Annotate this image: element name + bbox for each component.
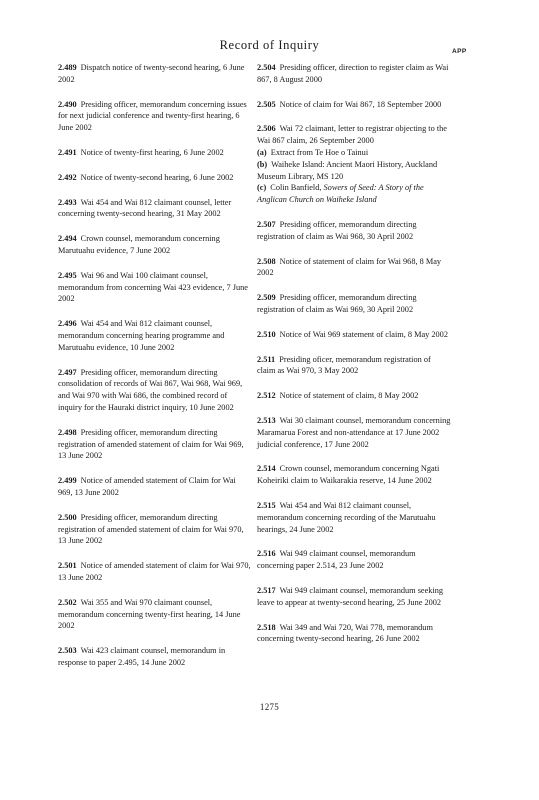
record-entry xyxy=(257,329,451,341)
left-column xyxy=(58,62,252,669)
entry-number: 2.515 xyxy=(257,500,276,510)
entry-number: 2.514 xyxy=(257,464,276,474)
record-entry xyxy=(257,99,451,111)
entry-text: Presiding officer, memorandum directing registration of amended statement of claim for Wai 970, 13 June 2002 xyxy=(58,512,244,546)
record-entry xyxy=(58,560,252,584)
record-entry xyxy=(257,622,451,646)
record-entry xyxy=(58,475,252,499)
entry-text: Wai 423 claimant counsel, memorandum in response to paper 2.495, 14 June 2002 xyxy=(58,646,226,667)
sub-item-text: Colin Banfield, xyxy=(270,183,324,193)
entry-number: 2.489 xyxy=(58,63,77,72)
sub-item-label: (a) xyxy=(257,147,267,157)
entry-number: 2.507 xyxy=(257,219,276,229)
record-entry xyxy=(58,62,252,86)
entry-text: Notice of twenty-second hearing, 6 June 2002 xyxy=(80,172,234,182)
record-entry xyxy=(257,62,451,86)
entry-number: 2.492 xyxy=(58,172,77,182)
entry-text: Presiding officer, direction to register claim as Wai 867, 8 August 2000 xyxy=(257,63,449,84)
entry-text: Wai 349 and Wai 720, Wai 778, memorandum concerning twenty-second hearing, 26 June 2002 xyxy=(257,622,433,644)
record-entry xyxy=(257,585,451,609)
entry-text: Notice of amended statement of Claim for Wai 969, 13 June 2002 xyxy=(58,476,236,497)
entry-text: Wai 355 and Wai 970 claimant counsel, memorandum concerning twenty-first hearing, 14 June 2002 xyxy=(58,597,241,631)
record-entry xyxy=(58,233,252,257)
entry-text: Crown counsel, memorandum concerning Marutuahu evidence, 7 June 2002 xyxy=(58,234,220,255)
entry-text: Dispatch notice of twenty-second hearing, 6 June 2002 xyxy=(58,63,245,84)
record-entry xyxy=(58,645,252,669)
entry-text: Notice of twenty-first hearing, 6 June 2002 xyxy=(80,147,224,157)
entry-number: 2.513 xyxy=(257,415,276,425)
entry-text: Crown counsel, memorandum concerning Ngati Koheiriki claim to Waikarakia reserve, 14 June 2002 xyxy=(257,464,440,486)
entry-text: Wai 454 and Wai 812 claimant counsel, memorandum concerning hearing programme and Marutuahu evidence, 10 June 2002 xyxy=(58,319,225,352)
record-entry xyxy=(58,172,252,184)
record-entry xyxy=(257,415,451,450)
entry-number: 2.491 xyxy=(58,147,77,157)
entry-text: Presiding officer, memorandum directing registration of claim as Wai 969, 30 April 2002 xyxy=(257,293,417,314)
entry-number: 2.498 xyxy=(58,427,77,437)
record-entry xyxy=(58,270,252,305)
entry-number: 2.518 xyxy=(257,622,276,632)
record-entry xyxy=(58,197,252,221)
record-entry xyxy=(257,256,451,280)
entry-number: 2.497 xyxy=(58,367,77,377)
entry-number: 2.502 xyxy=(58,597,77,607)
record-entry xyxy=(58,427,252,462)
entry-number: 2.504 xyxy=(257,63,276,72)
entry-text: Presiding officer, memorandum concerning issues for next judicial conference and twenty-first hearing, 6 June 2002 xyxy=(58,99,247,133)
sub-item-text: Extract from Te Hoe o Tainui xyxy=(270,147,369,157)
entry-number: 2.509 xyxy=(257,293,276,303)
record-entry xyxy=(257,548,451,572)
sub-item xyxy=(257,182,451,206)
entry-text: Presiding officer, memorandum directing registration of claim as Wai 968, 30 April 2002 xyxy=(257,219,417,241)
entry-text: Wai 30 claimant counsel, memorandum concerning Maramarua Forest and non-attendance at 17 June 2002 judicial conference, 17 June 2002 xyxy=(257,415,451,449)
entry-number: 2.511 xyxy=(257,354,276,364)
entry-text: Notice of claim for Wai 867, 18 September 2000 xyxy=(279,99,442,109)
record-entry xyxy=(257,463,451,487)
entry-number: 2.500 xyxy=(58,512,77,522)
sub-item xyxy=(257,147,451,159)
page-number: 1275 xyxy=(259,702,280,712)
record-entry xyxy=(257,292,451,316)
entry-number: 2.517 xyxy=(257,585,276,595)
sub-item-text: Waiheke Island: Ancient Maori History, Auckland Museum Library, MS 120 xyxy=(257,159,438,181)
entry-text: Presiding officer, memorandum directing consolidation of records of Wai 867, Wai 968, Wai 969, and Wai 970 with Wai 686, the combined record of inquiry for the Hauraki district inquiry, 10 June 2002 xyxy=(58,367,243,412)
entry-text: Notice of statement of claim, 8 May 2002 xyxy=(279,391,419,401)
entry-number: 2.510 xyxy=(257,329,276,339)
entry-text: Wai 949 claimant counsel, memorandum concerning paper 2.514, 23 June 2002 xyxy=(257,549,416,571)
record-entry xyxy=(257,354,451,378)
entry-number: 2.501 xyxy=(58,561,77,571)
entry-number: 2.496 xyxy=(58,319,77,329)
entry-text: Presiding oficer, memorandum registration of claim as Wai 970, 3 May 2002 xyxy=(257,354,431,376)
record-entry xyxy=(257,123,451,147)
entry-number: 2.512 xyxy=(257,391,276,401)
entry-text: Wai 949 claimant counsel, memorandum seeking leave to appear at twenty-second hearing, 25 June 2002 xyxy=(257,585,444,607)
record-entry xyxy=(58,147,252,159)
entry-text: Notice of amended statement of claim for Wai 970, 13 June 2002 xyxy=(58,561,251,582)
entry-number: 2.499 xyxy=(58,476,77,486)
record-entry xyxy=(58,597,252,632)
entry-number: 2.494 xyxy=(58,234,77,244)
record-entry xyxy=(58,99,252,134)
sub-item-label: (b) xyxy=(257,159,268,169)
entry-number: 2.490 xyxy=(58,99,77,109)
entry-number: 2.503 xyxy=(58,646,77,656)
entry-text: Presiding officer, memorandum directing registration of amended statement of claim for Wai 969, 13 June 2002 xyxy=(58,427,244,461)
record-entry xyxy=(257,500,451,535)
entry-number: 2.516 xyxy=(257,549,276,559)
entry-text: Notice of Wai 969 statement of claim, 8 May 2002 xyxy=(279,329,448,339)
entry-text: Wai 454 and Wai 812 claimant counsel, memorandum concerning recording of the Marutuahu hearings, 24 June 2002 xyxy=(257,500,436,534)
entry-number: 2.506 xyxy=(257,124,276,134)
record-entry xyxy=(58,512,252,547)
entry-text: Wai 454 and Wai 812 claimant counsel, letter concerning twenty-second hearing, 31 May 2002 xyxy=(58,197,232,219)
right-column xyxy=(257,62,451,645)
sub-item xyxy=(257,159,451,183)
record-entry xyxy=(257,219,451,243)
entry-number: 2.508 xyxy=(257,256,276,266)
entry-number: 2.505 xyxy=(257,99,276,109)
sub-item-label: (c) xyxy=(257,183,267,193)
header-title: Record of Inquiry xyxy=(219,38,320,52)
record-entry xyxy=(58,318,252,353)
entry-text: Notice of statement of claim for Wai 968, 8 May 2002 xyxy=(257,256,442,278)
entry-text: Wai 96 and Wai 100 claimant counsel, memorandum from concerning Wai 423 evidence, 7 June 2002 xyxy=(58,270,248,304)
appendix-tag: APP xyxy=(452,48,467,55)
book-title: Sowers of Seed: A Story of the Anglican Church on Waiheke Island xyxy=(257,183,424,205)
entry-number: 2.493 xyxy=(58,197,77,207)
record-entry xyxy=(58,367,252,414)
record-entry xyxy=(257,390,451,402)
entry-text: Wai 72 claimant, letter to registrar objecting to the Wai 867 claim, 26 September 2000 xyxy=(257,124,447,146)
entry-number: 2.495 xyxy=(58,270,77,280)
